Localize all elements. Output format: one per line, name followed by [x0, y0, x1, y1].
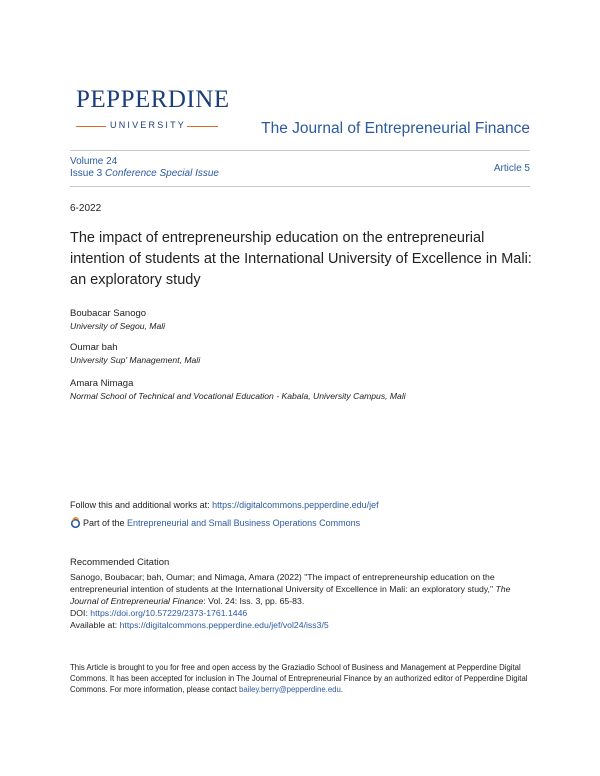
issue-special: Conference Special Issue [105, 168, 219, 179]
citation-text: Sanogo, Boubacar; bah, Oumar; and Nimaga, Amara (2022) "The impact of entrepreneurship education on the entrepreneurial intention of students at the International University of Excellence in Mali: an exploratory study," [70, 572, 496, 594]
issue-divider [70, 186, 530, 187]
citation-heading: Recommended Citation [70, 557, 170, 568]
doi-link[interactable]: https://doi.org/10.57229/2373-1761.1446 [90, 608, 248, 618]
citation-journal: The Journal of Entrepreneurial Finance [70, 584, 511, 606]
issue-link[interactable] [70, 168, 219, 179]
author-affiliation: Normal School of Technical and Vocational Education - Kabala, University Campus, Mali [70, 391, 406, 401]
pepperdine-logo-wordmark: PEPPERDINE [76, 86, 230, 113]
open-access-icon [70, 517, 81, 531]
follow-url-link[interactable]: https://digitalcommons.pepperdine.edu/jef [212, 500, 379, 510]
author-affiliation: University of Segou, Mali [70, 321, 166, 331]
contact-email-link[interactable]: bailey.berry@pepperdine.edu [239, 685, 341, 694]
author-affiliation: University Sup' Management, Mali [70, 355, 201, 365]
volume-link[interactable]: Volume 24 [70, 156, 118, 167]
doi-prefix: DOI: [70, 608, 91, 618]
follow-line [70, 499, 379, 511]
access-notice-text: This Article is brought to you for free and open access by the Graziadio School of Business and Management at Pepperdine Digital Commons. It has been accepted for inclusion in The Journal of Entrepreneurial Finance by an authorized editor of Pepperdine Digital Commons. For more information, please contact [70, 663, 528, 694]
follow-prefix: Follow this and additional works at: [70, 500, 213, 510]
part-of-prefix: Part of the [83, 518, 128, 528]
citation-body [70, 571, 532, 631]
pepperdine-logo-subword: UNIVERSITY [110, 120, 187, 130]
citation-details: : Vol. 24: Iss. 3, pp. 65-83. [203, 596, 305, 606]
issue-prefix: Issue 3 [70, 168, 106, 179]
part-of-line [70, 517, 360, 531]
publication-date: 6-2022 [70, 203, 102, 214]
journal-title-link[interactable]: The Journal of Entrepreneurial Finance [261, 120, 530, 137]
commons-link[interactable]: Entrepreneurial and Small Business Operations Commons [127, 518, 361, 528]
available-prefix: Available at: [70, 620, 120, 630]
author-name: Amara Nimaga [70, 378, 134, 389]
volume-issue-block [70, 156, 219, 180]
logo-rule-left [76, 126, 106, 127]
access-notice [70, 662, 532, 695]
logo-rule-right [187, 126, 218, 127]
article-link[interactable]: Article 5 [493, 163, 530, 174]
header-divider [70, 150, 530, 151]
access-notice-end: . [340, 685, 344, 694]
article-title: The impact of entrepreneurship education on the entrepreneurial intention of students at the International University of Excellence in Mali: an exploratory study [70, 230, 532, 288]
available-url-link[interactable]: https://digitalcommons.pepperdine.edu/jef/vol24/iss3/5 [119, 620, 329, 630]
author-name: Boubacar Sanogo [70, 308, 147, 319]
author-name: Oumar bah [70, 342, 118, 353]
